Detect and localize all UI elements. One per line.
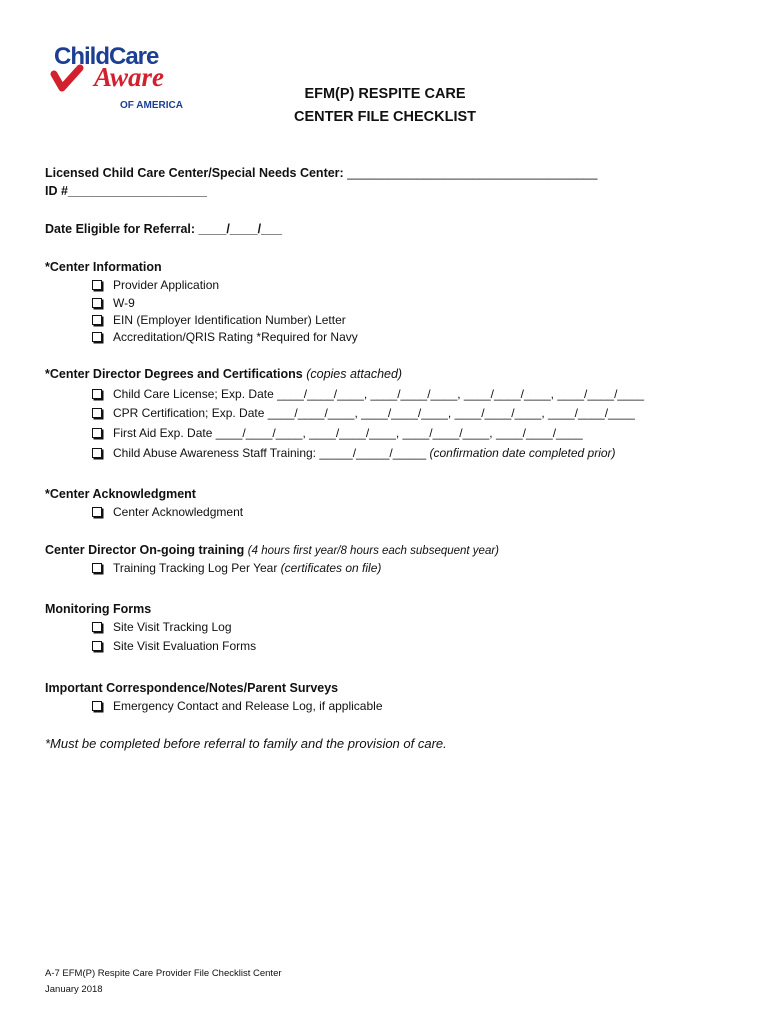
childcare-aware-logo (50, 34, 190, 114)
checkbox-icon[interactable] (92, 563, 102, 573)
checklist-item[interactable]: Child Abuse Awareness Staff Training: _____/_____/_____ (confirmation date completed prior) (92, 446, 616, 460)
checkbox-icon[interactable] (92, 641, 102, 651)
section-heading-monitoring: Monitoring Forms (45, 602, 152, 616)
section-heading-director-degrees: *Center Director Degrees and Certifications (copies attached) (45, 367, 403, 381)
logo-text-of-america: OF AMERICA (120, 100, 183, 111)
logo-graphic (50, 34, 190, 114)
checklist-item[interactable]: Emergency Contact and Release Log, if applicable (92, 699, 383, 713)
checklist-item[interactable]: Accreditation/QRIS Rating *Required for Navy (92, 330, 358, 344)
footer-date: January 2018 (45, 984, 103, 995)
date-eligible-field[interactable] (45, 222, 282, 236)
checkbox-icon[interactable] (92, 408, 102, 418)
section-heading-center-information: *Center Information (45, 260, 162, 274)
logo-text-childcare: ChildCare (54, 43, 159, 70)
checkbox-icon[interactable] (92, 280, 102, 290)
date-eligible-blank[interactable]: ____/____/___ (195, 222, 282, 236)
footer-form-id: A-7 EFM(P) Respite Care Provider File Checklist Center (45, 968, 282, 979)
checkbox-icon[interactable] (92, 701, 102, 711)
checkbox-icon[interactable] (92, 507, 102, 517)
checklist-item[interactable]: EIN (Employer Identification Number) Letter (92, 313, 346, 327)
checklist-item[interactable]: First Aid Exp. Date ____/____/____, ____/____/____, ____/____/____, ____/____/____ (92, 426, 583, 440)
section-heading-note: (4 hours first year/8 hours each subsequent year) (247, 545, 500, 557)
center-name-label: Licensed Child Care Center/Special Needs Center: (45, 166, 344, 180)
logo-text-aware: Aware (94, 62, 165, 92)
checkbox-icon[interactable] (92, 332, 102, 342)
checkbox-icon[interactable] (92, 315, 102, 325)
checklist-item[interactable]: Child Care License; Exp. Date ____/____/____, ____/____/____, ____/____/____, ____/____/____ (92, 387, 644, 401)
item-note: (confirmation date completed prior) (429, 446, 616, 460)
checkbox-icon[interactable] (92, 428, 102, 438)
checklist-item[interactable]: W-9 (92, 296, 135, 310)
id-field[interactable]: ID #____________________ (45, 184, 207, 198)
checklist-item[interactable]: Site Visit Evaluation Forms (92, 639, 256, 653)
item-note: (certificates on file) (280, 561, 382, 575)
checklist-item[interactable]: Center Acknowledgment (92, 505, 243, 519)
center-name-field[interactable] (45, 166, 597, 180)
checkbox-icon[interactable] (92, 389, 102, 399)
checkbox-icon[interactable] (92, 622, 102, 632)
page-title-line1: EFM(P) RESPITE CARE (304, 86, 466, 102)
checklist-item[interactable]: CPR Certification; Exp. Date ____/____/____, ____/____/____, ____/____/____, ____/____/____ (92, 406, 635, 420)
checkbox-icon[interactable] (92, 448, 102, 458)
checkbox-icon[interactable] (92, 298, 102, 308)
section-heading-correspondence: Important Correspondence/Notes/Parent Surveys (45, 681, 339, 695)
section-heading-acknowledgment: *Center Acknowledgment (45, 487, 196, 501)
checkmark-icon (54, 68, 80, 88)
page-title-line2: CENTER FILE CHECKLIST (293, 109, 477, 125)
checklist-item[interactable]: Training Tracking Log Per Year (certificates on file) (92, 561, 381, 575)
date-eligible-label: Date Eligible for Referral: (45, 222, 196, 236)
completion-note: *Must be completed before referral to family and the provision of care. (45, 736, 447, 751)
center-name-blank[interactable]: ____________________________________ (343, 166, 598, 180)
checklist-item[interactable]: Provider Application (92, 278, 219, 292)
section-heading-training: Center Director On-going training (4 hours first year/8 hours each subsequent year) (45, 543, 500, 557)
section-heading-note: (copies attached) (306, 367, 403, 381)
checklist-item[interactable]: Site Visit Tracking Log (92, 620, 232, 634)
